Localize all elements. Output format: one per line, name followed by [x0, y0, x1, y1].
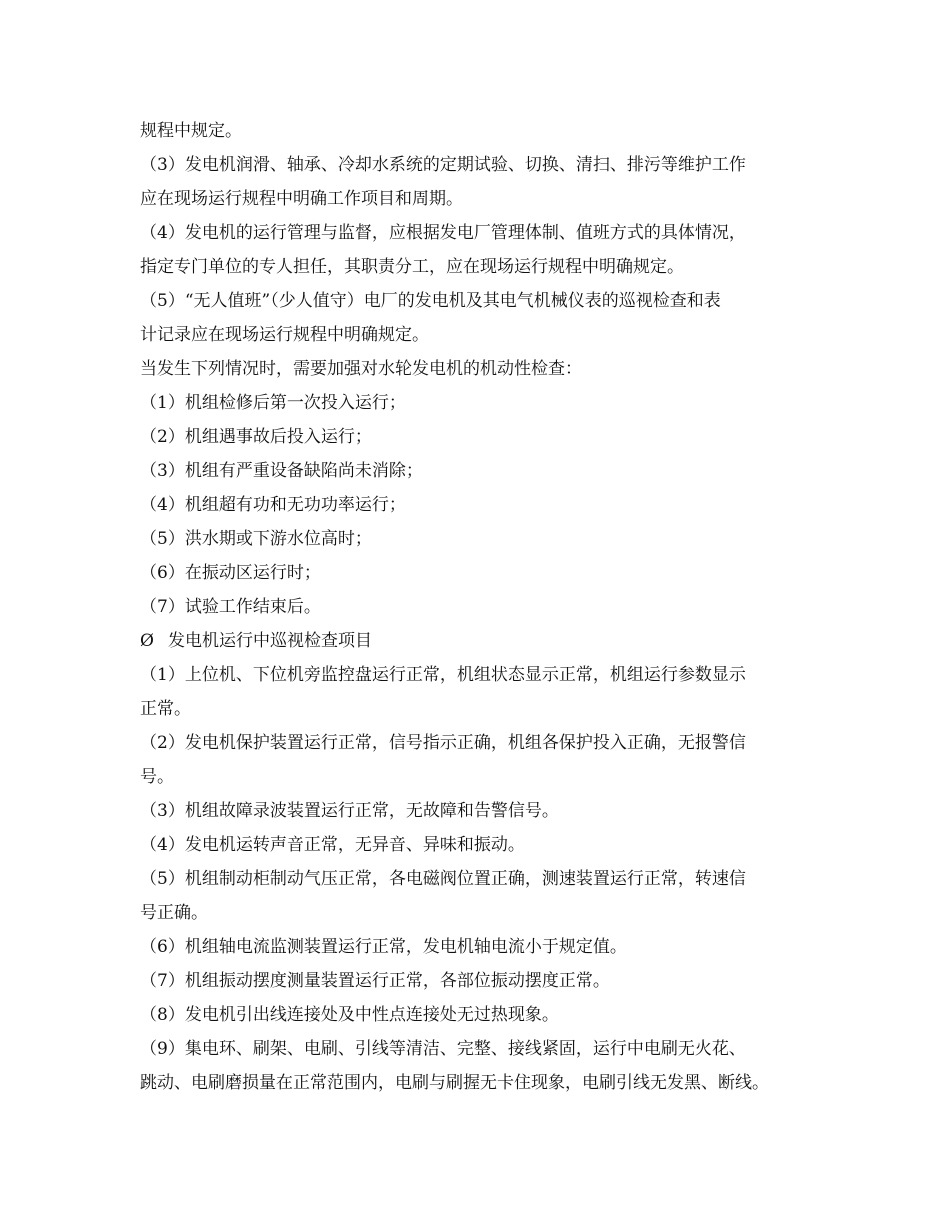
- text-line: （2）机组遇事故后投入运行；: [140, 427, 372, 447]
- text-line: 正常。: [140, 699, 191, 719]
- text-line: （5）“无人值班”（少人值守）电厂的发电机及其电气机械仪表的巡视检查和表: [140, 291, 721, 311]
- text-line: 跳动、电刷磨损量在正常范围内，电刷与刷握无卡住现象，电刷引线无发黑、断线。: [140, 1073, 769, 1093]
- document-body: [140, 114, 830, 1100]
- text-line: （5）洪水期或下游水位高时；: [140, 529, 372, 549]
- text-line: 号。: [140, 767, 174, 787]
- text-line: 计记录应在现场运行规程中明确规定。: [140, 325, 429, 345]
- text-line: （7）试验工作结束后。: [140, 597, 321, 617]
- text-line: 当发生下列情况时，需要加强对水轮发电机的机动性检查：: [140, 359, 582, 379]
- text-line: （4）发电机的运行管理与监督，应根据发电厂管理体制、值班方式的具体情况，: [140, 223, 746, 243]
- section-bullet-icon: Ø: [140, 631, 154, 651]
- text-line: （2）发电机保护装置运行正常，信号指示正确，机组各保护投入正确，无报警信: [140, 733, 746, 753]
- text-line: 规程中规定。: [140, 121, 242, 141]
- text-line: （6）机组轴电流监测装置运行正常，发电机轴电流小于规定值。: [140, 937, 627, 957]
- text-line: （9）集电环、刷架、电刷、引线等清洁、完整、接线紧固，运行中电刷无火花、: [140, 1039, 746, 1059]
- text-line: （4）机组超有功和无功功率运行；: [140, 495, 406, 515]
- text-line: （1）上位机、下位机旁监控盘运行正常，机组状态显示正常，机组运行参数显示: [140, 665, 746, 685]
- text-line: （7）机组振动摆度测量装置运行正常，各部位振动摆度正常。: [140, 971, 610, 991]
- text-line: 应在现场运行规程中明确工作项目和周期。: [140, 189, 463, 209]
- text-line: （4）发电机运转声音正常，无异音、异味和振动。: [140, 835, 525, 855]
- text-line: （3）机组有严重设备缺陷尚未消除；: [140, 461, 423, 481]
- text-line: 号正确。: [140, 903, 208, 923]
- section-heading-text: 发电机运行中巡视检查项目: [168, 631, 372, 651]
- text-line: （1）机组检修后第一次投入运行；: [140, 393, 406, 413]
- text-line: （3）发电机润滑、轴承、冷却水系统的定期试验、切换、清扫、排污等维护工作: [140, 155, 746, 175]
- text-line: （8）发电机引出线连接处及中性点连接处无过热现象。: [140, 1005, 559, 1025]
- section-heading: [140, 624, 830, 658]
- text-line: （6）在振动区运行时；: [140, 563, 321, 583]
- text-line: （5）机组制动柜制动气压正常，各电磁阀位置正确，测速装置运行正常，转速信: [140, 869, 746, 889]
- text-line: 指定专门单位的专人担任，其职责分工，应在现场运行规程中明确规定。: [140, 257, 684, 277]
- text-line: （3）机组故障录波装置运行正常，无故障和告警信号。: [140, 801, 559, 821]
